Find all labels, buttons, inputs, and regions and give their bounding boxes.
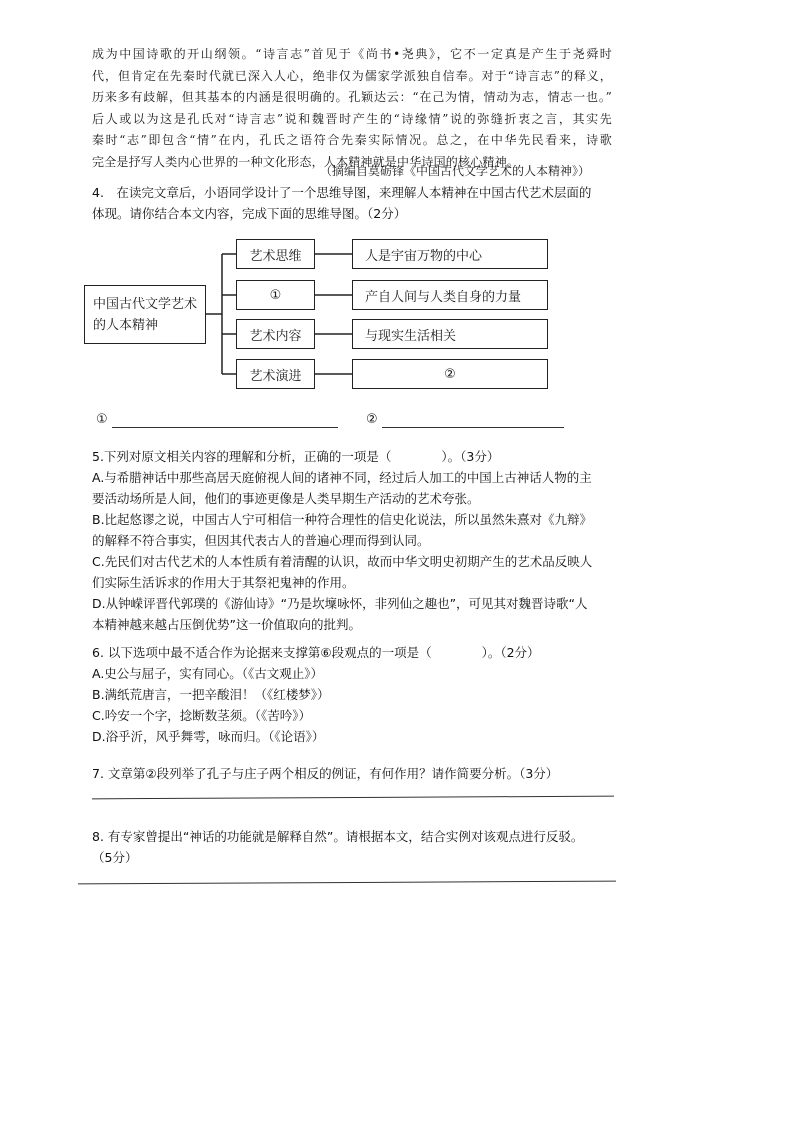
passage-line: 历来多有歧解，但其基本的内涵是很明确的。孔颖达云：“在己为情，情动为志，情志一也。” [92,90,612,105]
question-4 [92,182,591,224]
blank-1-label: ① [96,412,108,427]
passage-line: 后人或以为这是孔氏对“诗言志”说和魏晋时产生的“诗缘情”说的弥缝折衷之言，其实先 [92,111,612,126]
passage-line: 完全是抒写人类内心世界的一种文化形态，人本精神就是中华诗国的核心精神。 [92,154,520,169]
question-6-option-a: A.史公与屈子，实有同心。（《古文观止》） [92,666,324,681]
mindmap-detail-blank-2: ② [352,359,548,389]
blank-2-label: ② [366,412,378,427]
question-6-option-c: C.吟安一个字，捻断数茎须。（《苦吟》） [92,708,311,723]
question-6-stem: 6. 以下选项中最不适合作为论据来支撑第⑥段观点的一项是（ ）。（2分） [92,645,540,660]
question-5-option-line: 要活动场所是人间，他们的事迹更像是人类早期生产活动的艺术夸张。 [92,491,480,506]
mindmap-root: 中国古代文学艺术的人本精神 [84,285,206,344]
question-7-answer-line[interactable] [92,796,614,800]
question-6-option-b: B.满纸荒唐言，一把辛酸泪！（《红楼梦》） [92,687,330,702]
question-8-answer-line[interactable] [78,881,616,885]
blank-1-answer-line[interactable] [112,427,338,428]
passage-line: 秦时“志”即包含“情”在内，孔氏之语符合先秦实际情况。总之，在中华先民看来，诗歌 [92,133,612,148]
passage-line: 代，但肯定在先秦时代就已深入人心，绝非仅为儒家学派独自信奉。对于“诗言志”的释义， [92,68,612,83]
question-5-option-line: 本精神越来越占压倒优势”这一价值取向的批判。 [92,617,361,632]
question-5-option-line: A.与希腊神话中那些高居天庭俯视人间的诸神不同，经过后人加工的中国上古神话人物的主 [92,470,592,485]
question-6-option-d: D.浴乎沂，风乎舞雩，咏而归。（《论语》） [92,729,325,744]
question-5-stem: 5.下列对原文相关内容的理解和分析，正确的一项是（ ）。（3分） [92,449,500,464]
question-4-line: 4. 在读完文章后，小语同学设计了一个思维导图，来理解人本精神在中国古代艺术层面的 [92,185,592,200]
reading-passage [92,44,612,174]
mindmap-branch-evolution: 艺术演进 [236,359,315,389]
question-8-line: （5分） [92,850,138,865]
mindmap-detail-power: 产自人间与人类自身的力量 [352,280,548,310]
question-5-option-line: 们实际生活诉求的作用大于其祭祀鬼神的作用。 [92,575,355,590]
question-5-option-line: B.比起悠谬之说，中国古人宁可相信一种符合理性的信史化说法，所以虽然朱熹对《九辩》 [92,512,593,527]
mindmap-branch-blank-1: ① [236,280,315,310]
question-8-line: 8. 有专家曾提出“神话的功能就是解释自然”。请根据本文，结合实例对该观点进行反驳。 [92,829,584,844]
question-8 [92,826,583,868]
question-7 [92,763,558,784]
question-5 [92,446,592,635]
question-4-line: 体现。请你结合本文内容，完成下面的思维导图。（2分） [92,206,407,221]
question-7-stem: 7. 文章第②段列举了孔子与庄子两个相反的例证，有何作用？请作简要分析。（3分） [92,766,559,781]
question-5-option-line: C.先民们对古代艺术的人本性质有着清醒的认识，故而中华文明史初期产生的艺术品反映人 [92,554,593,569]
mindmap-detail-thinking: 人是宇宙万物的中心 [352,239,548,269]
mindmap-detail-content: 与现实生活相关 [352,319,548,349]
passage-line: 成为中国诗歌的开山纲领。“诗言志”首见于《尚书•尧典》，它不一定真是产生于尧舜时 [92,47,612,61]
passage-citation: （摘编自莫砺锋《中国古代文学艺术的人本精神》） [320,164,591,178]
question-5-option-line: D.从钟嵘评晋代郭璞的《游仙诗》“乃是坎壈咏怀，非列仙之趣也”，可见其对魏晋诗歌“人 [92,596,588,611]
mindmap-branch-thinking: 艺术思维 [236,239,315,269]
mindmap-branch-content: 艺术内容 [236,319,315,349]
question-6 [92,642,540,747]
blank-2-answer-line[interactable] [382,427,564,428]
question-5-option-line: 的解释不符合事实，但因其代表古人的普遍心理而得到认同。 [92,533,430,548]
